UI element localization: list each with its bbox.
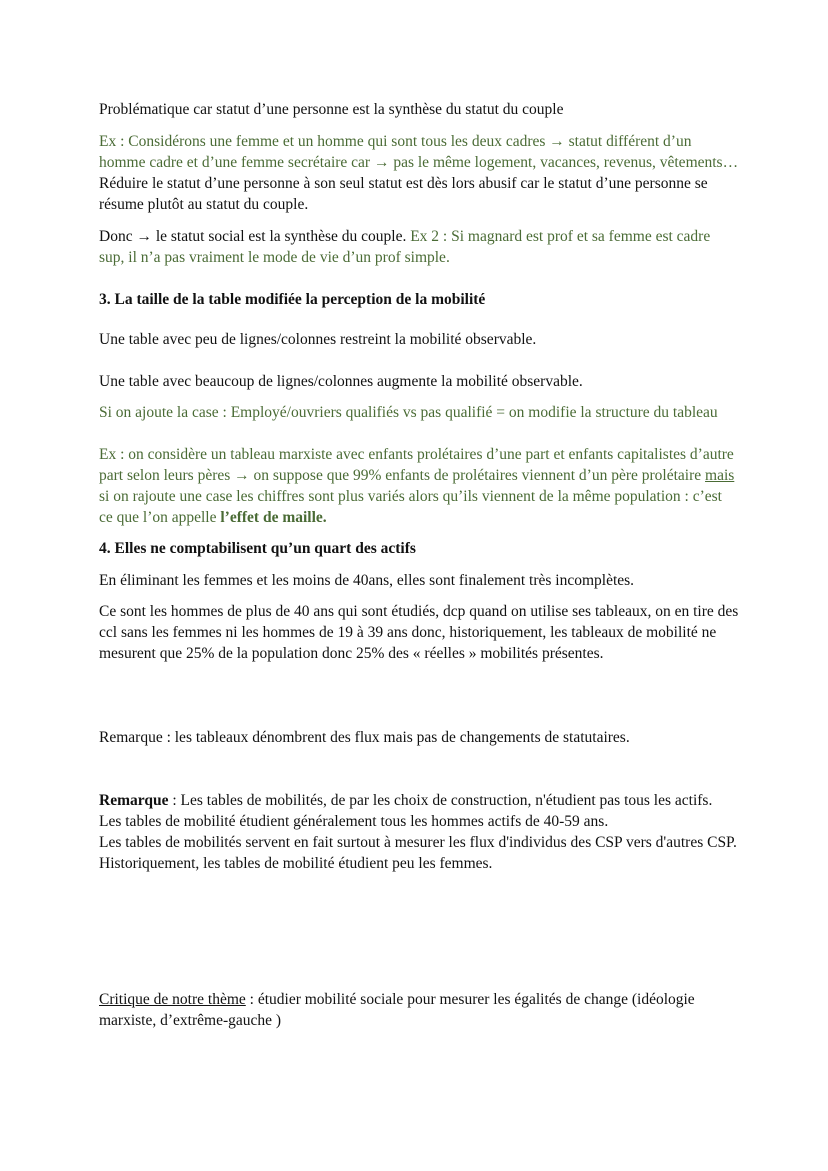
paragraph-remarque-flux: Remarque : les tableaux dénombrent des flux mais pas de changements de statutaires. (99, 729, 630, 746)
example-text: Ex : Considérons une femme et un homme qui sont tous les deux cadres → statut différent d’un homme cadre et d’une femme secrétaire car → pas le même logement, vacances, revenus, vêtements… (99, 133, 739, 171)
body-text: Donc → le statut social est la synthèse du couple. (99, 228, 411, 245)
section-heading-3: 3. La taille de la table modifiée la perception de la mobilité (99, 291, 486, 308)
body-text: Les tables de mobilité étudient généralement tous les hommes actifs de 40-59 ans. (99, 813, 609, 830)
body-text: Réduire le statut d’une personne à son seul statut est dès lors abusif car le statut d’une personne se résume plutôt au statut du couple. (99, 175, 708, 213)
body-text: Les tables de mobilités servent en fait surtout à mesurer les flux d'individus des CSP vers d'autres CSP. (99, 834, 737, 851)
body-text: : étudier mobilité sociale pour mesurer les égalités de change (idéologie marxiste, d’extrême-gauche ) (99, 991, 695, 1029)
body-text: : Les tables de mobilités, de par les choix de construction, n'étudient pas tous les actifs. (168, 792, 713, 809)
body-text: Historiquement, les tables de mobilité étudient peu les femmes. (99, 855, 493, 872)
example-text: Ex 2 : Si magnard est prof et sa femme est cadre sup, il n’a pas vraiment le mode de vie d’un prof simple. (99, 228, 711, 266)
paragraph-donc (99, 226, 739, 268)
remarque-label: Remarque (99, 792, 169, 809)
underlined-mais: mais (705, 467, 735, 484)
section-heading-4: 4. Elles ne comptabilisent qu’un quart des actifs (99, 540, 416, 557)
paragraph-remarque-tables (99, 790, 739, 874)
example-text: Ex : on considère un tableau marxiste avec enfants prolétaires d’une part et enfants capitalistes d’autre part selon leurs pères → on suppose que 99% enfants de prolétaires viennent d’un père prolétaire (99, 446, 734, 484)
paragraph-problematique: Problématique car statut d’une personne est la synthèse du statut du couple (99, 101, 564, 118)
example-text: si on rajoute une case les chiffres sont plus variés alors qu’ils viennent de la même population : c’est ce que l’on appelle (99, 488, 722, 526)
critique-label: Critique de notre thème (99, 991, 246, 1008)
paragraph-many-rows: Une table avec beaucoup de lignes/colonnes augmente la mobilité observable. (99, 373, 583, 390)
paragraph-hommes-40: Ce sont les hommes de plus de 40 ans qui sont étudiés, dcp quand on utilise ses tableaux, on en tire des ccl sans les femmes ni les hommes de 19 à 39 ans donc, historiquement, les tableaux de mobilité ne mesurent que 25% de la population donc 25% des « réelles » mobilités présentes. (99, 603, 739, 662)
paragraph-critique (99, 989, 739, 1031)
paragraph-few-rows: Une table avec peu de lignes/colonnes restreint la mobilité observable. (99, 331, 537, 348)
paragraph-add-case: Si on ajoute la case : Employé/ouvriers qualifiés vs pas qualifié = on modifie la structure du tableau (99, 404, 718, 421)
paragraph-example-marxist (99, 444, 739, 528)
effet-de-maille: l’effet de maille. (220, 509, 327, 526)
paragraph-eliminating: En éliminant les femmes et les moins de 40ans, elles sont finalement très incomplètes. (99, 572, 635, 589)
paragraph-example-1 (99, 131, 739, 215)
